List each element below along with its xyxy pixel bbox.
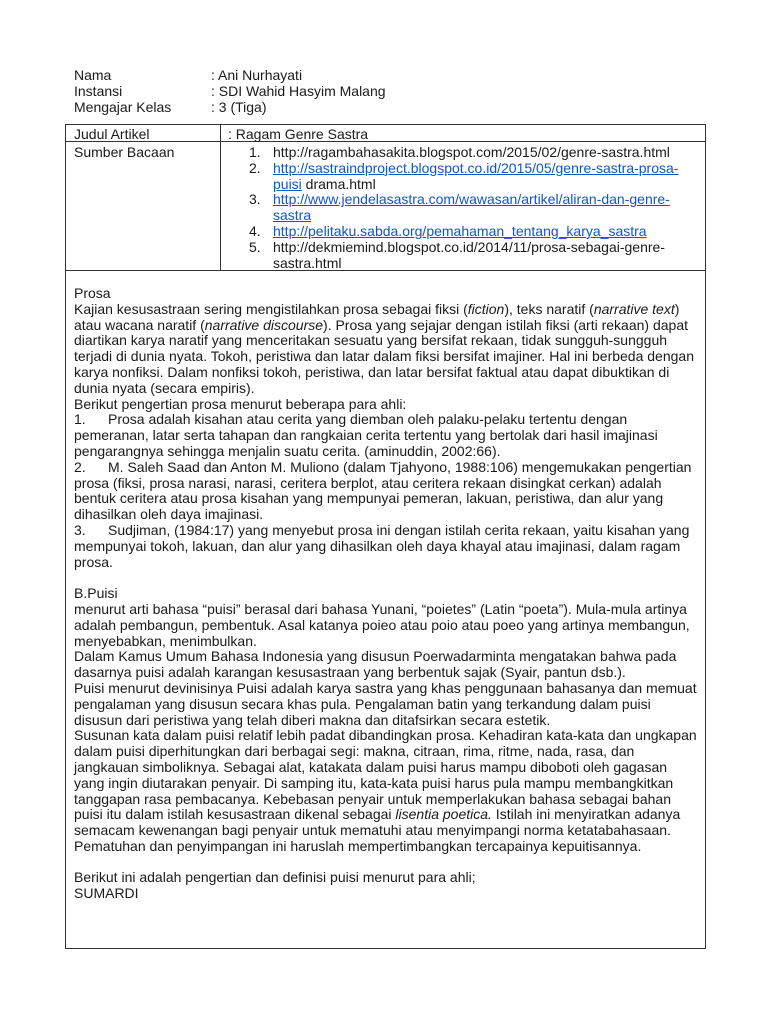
italic-term: narrative text [593, 300, 675, 317]
text-run: Kajian kesusastraan sering mengistilahkan prosa sebagai fiksi ( [74, 300, 468, 317]
source-item [249, 240, 689, 272]
header-label: Instansi [74, 83, 123, 99]
puisi-paragraph [74, 728, 699, 854]
list-number: 3. [74, 521, 86, 538]
text-run: ), teks naratif ( [504, 300, 594, 317]
article-body [74, 286, 699, 902]
list-text: Prosa adalah kisahan atau cerita yang diemban oleh palaku-pelaku tertentu dengan pemeranan, latar serta tahapan dan rangkaian cerita tertentu yang bertolak dari hasil imajinasi pengarangnya sehingga menjalin suatu cerita. (aminuddin, 2002:66). [74, 411, 658, 459]
header-value: : SDI Wahid Hasyim Malang [211, 83, 386, 99]
header-label: Mengajar Kelas [74, 99, 172, 115]
prosa-list-item [74, 412, 699, 459]
list-number: 2. [74, 458, 86, 475]
source-item [249, 224, 689, 240]
article-table [65, 124, 706, 949]
source-number: 3. [249, 191, 261, 208]
source-suffix: drama.html [301, 175, 376, 192]
italic-term: fiction [467, 300, 505, 317]
text-run: Susunan kata dalam puisi relatif lebih padat dibandingkan prosa. Kehadiran kata-kata dan ungkapan dalam puisi diperhitungkan dari berbagai segi: makna, citraan, rima, ritme, nada, rasa, dan jangkauan simboliknya. Sebagai alat, katakata dalam puisi harus mampu diboboti oleh gagasan yang ingin diutarakan penyair. Di samping itu, kata-kata puisi harus pula mampu membangkitkan tanggapan rasa pembacanya. Kebebasan penyair untuk memperlakukan bahasa sebagai bahan puisi itu dalam istilah kesusastraan dikenal sebagai [74, 727, 697, 823]
spacer [74, 855, 699, 871]
source-number: 5. [249, 238, 261, 255]
list-text: M. Saleh Saad dan Anton M. Muliono (dalam Tjahyono, 1988:106) mengemukakan pengertian prosa (fiksi, prosa narasi, narasi, ceritera berplot, atau ceritera rekaan disingkat cerkan) adalah bentuk ceritera atau prosa kisahan yang mempunyai pemeran, lakuan, peristiwa, dan alur yang dihasilkan oleh daya imajinasi. [74, 458, 692, 523]
source-number: 1. [249, 144, 261, 160]
prosa-list-item [74, 523, 699, 570]
text-run: ). Prosa yang sejajar dengan istilah fiksi (arti rekaan) dapat diartikan karya naratif yang menceritakan sesuatu yang bersifat rekaan, tidak sungguh-sungguh terjadi di dunia nyata. Tokoh, peristiwa dan latar dalam fiksi bersifat imajiner. Hal ini berbeda dengan karya nonfiksi. Dalam nonfiksi tokoh, peristiwa, dan latar bersifat faktual atau dapat dibuktikan di dunia nyata (secara empiris). [74, 316, 694, 396]
source-link[interactable]: http://pelitaku.sabda.org/pemahaman_tentang_karya_sastra [273, 222, 647, 239]
puisi-paragraph: SUMARDI [74, 885, 139, 902]
section-title-prosa: Prosa [74, 285, 111, 301]
header-row-instansi [74, 83, 386, 99]
puisi-paragraph: menurut arti bahasa “puisi” berasal dari bahasa Yunani, “poietes” (Latin “poeta”). Mula-mula artinya adalah pembangun, pembentuk. Asal katanya poieo atau poio atau poeo yang artinya membangun, menyebabkan, menimbulkan. [74, 600, 690, 649]
header-value: : Ani Nurhayati [211, 67, 303, 83]
source-link[interactable]: http://sastraindproject.blogspot.co.id/2015/05/genre-sastra-prosa-puisi [273, 159, 679, 192]
judul-label: Judul Artikel [74, 126, 150, 142]
source-text: http://ragambahasakita.blogspot.com/2015/02/genre-sastra.html [273, 144, 670, 160]
row-divider [66, 141, 705, 142]
sumber-label: Sumber Bacaan [74, 144, 175, 160]
italic-term: narrative discourse [204, 316, 324, 333]
source-item [249, 161, 689, 193]
puisi-paragraph: Berikut ini adalah pengertian dan definisi puisi menurut para ahli; [74, 869, 476, 886]
text-run: ) atau wacana naratif ( [74, 300, 680, 333]
header-value: : 3 (Tiga) [211, 99, 267, 115]
source-number: 4. [249, 222, 261, 239]
header-label: Nama [74, 67, 112, 83]
header-row-kelas [74, 99, 386, 115]
prosa-paragraph [74, 302, 699, 397]
puisi-paragraph: Dalam Kamus Umum Bahasa Indonesia yang disusun Poerwadarminta mengatakan bahwa pada dasarnya puisi adalah karangan kesusastraan yang berbentuk sajak (Syair, pantun dsb.). [74, 648, 677, 681]
text-run: Istilah ini menyiratkan adanya semacam kewenangan bagi penyair untuk mematuhi atau menyimpangi norma ketatabahasaan. Pematuhan dan penyimpangan ini haruslah mempertimbangkan tercapainya kepuitisannya. [74, 806, 681, 854]
puisi-paragraph: Puisi menurut devinisinya Puisi adalah karya sastra yang khas penggunaan bahasanya dan memuat pengalaman yang disusun secara khas pula. Pengalaman batin yang terkandung dalam puisi disusun dari peristiwa yang telah diberi makna dan ditafsirkan secara estetik. [74, 679, 697, 728]
list-number: 1. [74, 411, 86, 428]
source-number: 2. [249, 159, 261, 176]
section-title-puisi: B.Puisi [74, 585, 118, 602]
header-row-nama [74, 67, 386, 83]
source-item [249, 192, 689, 224]
source-list [249, 145, 689, 271]
judul-value: : Ragam Genre Sastra [228, 126, 369, 142]
source-item [249, 145, 689, 161]
italic-term: lisentia poetica. [395, 806, 492, 823]
source-text: http://dekmiemind.blogspot.co.id/2014/11/prosa-sebagai-genre-sastra.html [273, 238, 665, 271]
list-text: Sudjiman, (1984:17) yang menyebut prosa ini dengan istilah cerita rekaan, yaitu kisahan yang mempunyai tokoh, lakuan, dan alur yang dihasilkan oleh daya khayal atau imajinasi, dalam ragam prosa. [74, 521, 690, 570]
identity-header [74, 67, 386, 115]
prosa-list-item [74, 460, 699, 523]
prosa-intro: Berikut pengertian prosa menurut beberapa para ahli: [74, 395, 407, 412]
source-link[interactable]: http://www.jendelasastra.com/wawasan/artikel/aliran-dan-genre-sastra [273, 191, 670, 224]
spacer [74, 570, 699, 586]
